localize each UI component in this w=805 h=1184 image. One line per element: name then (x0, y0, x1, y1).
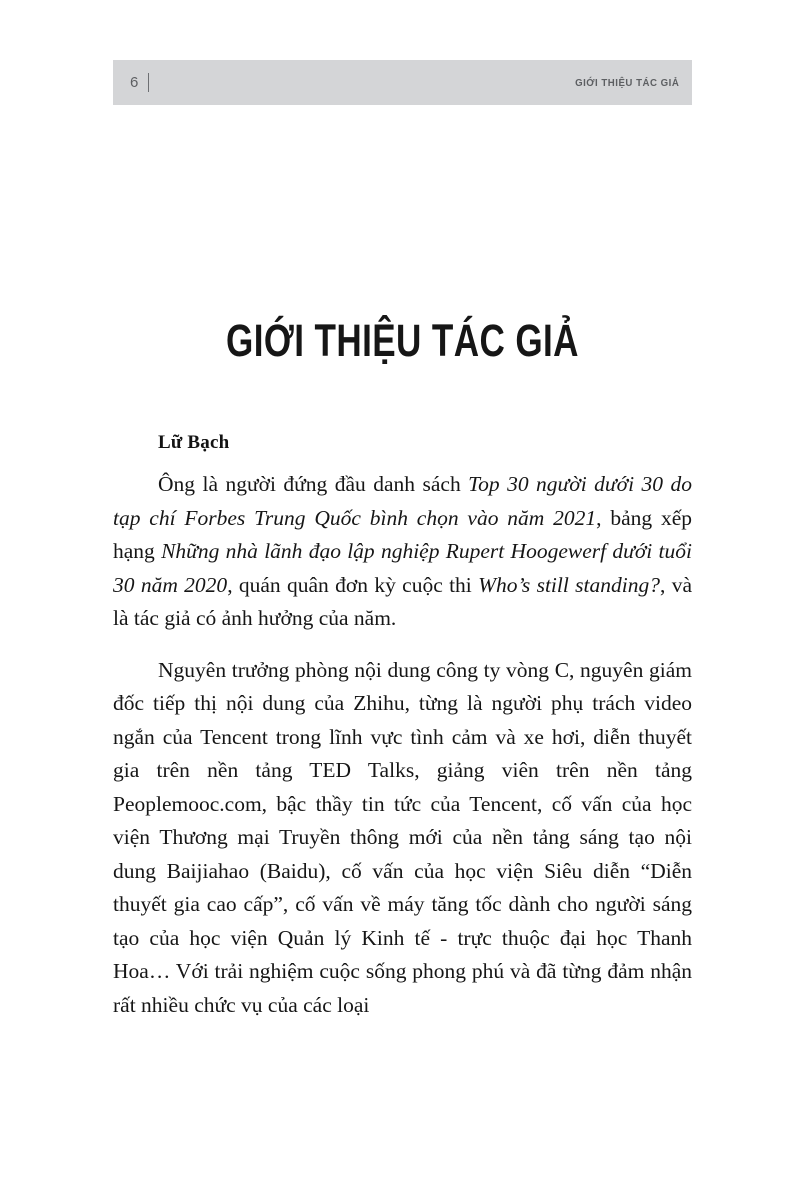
p1-run-2: , bảng xếp hạng (113, 505, 692, 563)
running-header-title: GIỚI THIỆU TÁC GIẢ (574, 76, 679, 89)
p1-italic-1: Top 30 người dưới 30 do tạp chí Forbes Trung Quốc bình chọn vào năm 2021 (113, 472, 692, 530)
paragraph-1 (113, 468, 692, 636)
p1-italic-2: Những nhà lãnh đạo lập nghiệp Rupert Hoogewerf dưới tuổi 30 năm 2020 (113, 539, 692, 597)
p1-italic-3: Who’s still standing? (478, 572, 660, 597)
folio (130, 73, 149, 92)
p1-run-3: , quán quân đơn kỳ cuộc thi (227, 572, 479, 597)
p1-run-4: , và là tác giả có ảnh hưởng của năm. (113, 572, 692, 630)
p1-run-1: Ông là người đứng đầu danh sách (158, 472, 469, 496)
author-name: Lữ Bạch (158, 432, 230, 453)
page-title: GIỚI THIỆU TÁC GIẢ (226, 315, 579, 367)
p2-run-1: Nguyên trưởng phòng nội dung công ty vòng C, nguyên giám đốc tiếp thị nội dung của Zhihu, từng là người phụ trách video ngắn của Tencent trong lĩnh vực tình cảm và xe hơi, diễn thuyết gia trên nền tảng TED Talks, giảng viên trên nền tảng Peoplemooc.com, bậc thầy tin tức của Tencent, cố vấn của học viện Thương mại Truyền thông mới của nền tảng sáng tạo nội dung Baijiahao (Baidu), cố vấn của học viện Siêu diễn “Diễn thuyết gia cao cấp”, cố vấn về máy tăng tốc dành cho người sáng tạo của học viện Quản lý Kinh tế - trực thuộc đại học Thanh Hoa… Với trải nghiệm cuộc sống phong phú và đã từng đảm nhận rất nhiều chức vụ của các loại (113, 657, 692, 1017)
body-text-column (113, 432, 692, 1022)
paragraph-2 (113, 654, 692, 1023)
page-number: 6 (130, 74, 139, 91)
folio-divider (148, 73, 149, 92)
running-header (113, 60, 692, 105)
